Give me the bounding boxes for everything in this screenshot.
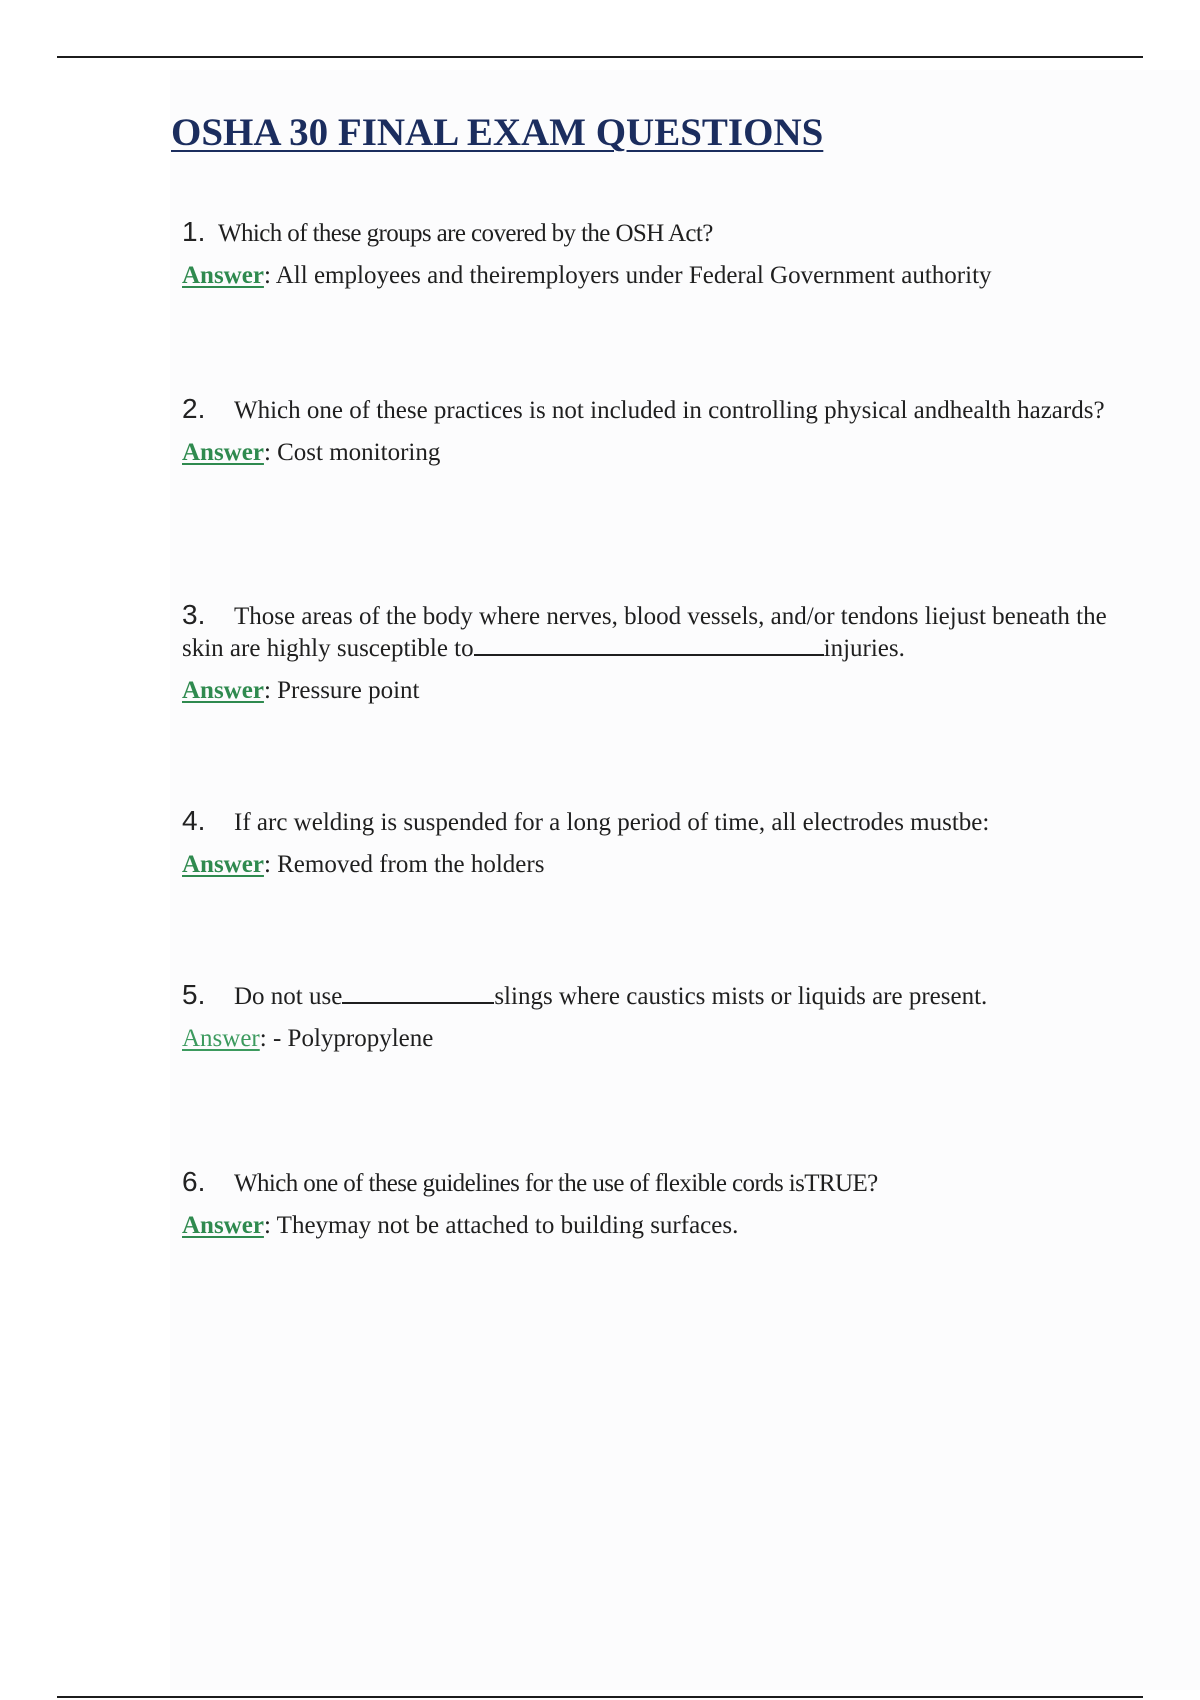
question-5 <box>182 979 1117 1054</box>
question-4-answer: : Removed from the holders <box>263 851 545 878</box>
question-2 <box>182 393 1117 468</box>
footer-rule <box>57 1696 1143 1698</box>
page-background <box>170 70 1200 1690</box>
question-6-answer: : Theymay not be attached to building surfaces. <box>263 1212 739 1239</box>
question-3-text-after: injuries. <box>823 635 905 662</box>
question-6-text-line <box>182 1166 1117 1199</box>
question-6-text: Which one of these guidelines for the use of flexible cords isTRUE? <box>234 1170 878 1197</box>
question-1-number: 1. <box>182 216 206 247</box>
question-3-text-line <box>182 599 1117 664</box>
question-5-answer: : - Polypropylene <box>259 1025 434 1052</box>
question-6-answer-line <box>182 1210 1117 1241</box>
answer-label: Answer <box>182 262 264 289</box>
question-1 <box>182 216 1117 291</box>
question-1-text-line <box>182 216 1117 249</box>
question-2-text-line <box>182 393 1117 426</box>
question-3-answer-line <box>182 675 1117 706</box>
fill-in-blank <box>474 632 824 656</box>
question-1-text: Which of these groups are covered by the OSH Act? <box>218 220 713 247</box>
question-3 <box>182 599 1117 706</box>
fill-in-blank <box>342 980 494 1004</box>
question-3-number: 3. <box>182 599 206 630</box>
question-4-answer-line <box>182 849 1117 880</box>
question-4 <box>182 805 1117 880</box>
answer-label: Answer <box>182 439 264 466</box>
question-3-text-before: Those areas of the body where nerves, blood vessels, and/or tendons liejust beneath the skin are highly susceptible to <box>182 603 1107 662</box>
question-5-text-before: Do not use <box>234 983 343 1010</box>
answer-label: Answer <box>182 851 264 878</box>
answer-label: Answer <box>182 677 264 704</box>
question-6-number: 6. <box>182 1166 206 1197</box>
question-2-text: Which one of these practices is not included in controlling physical andhealth hazards? <box>234 397 1105 424</box>
question-4-number: 4. <box>182 805 206 836</box>
question-6 <box>182 1166 1117 1241</box>
header-rule <box>57 56 1143 58</box>
answer-label: Answer <box>182 1212 264 1239</box>
question-4-text: If arc welding is suspended for a long period of time, all electrodes mustbe: <box>234 809 990 836</box>
question-2-number: 2. <box>182 393 206 424</box>
question-1-answer: : All employees and theiremployers under Federal Government authority <box>263 262 992 289</box>
question-5-answer-line <box>182 1023 1117 1054</box>
question-3-answer: : Pressure point <box>263 677 420 704</box>
answer-label: Answer <box>182 1025 260 1052</box>
question-5-text-after: slings where caustics mists or liquids are present. <box>494 983 988 1010</box>
question-5-number: 5. <box>182 979 206 1010</box>
question-4-text-line <box>182 805 1117 838</box>
question-5-text-line <box>182 979 1117 1012</box>
document-title: OSHA 30 FINAL EXAM QUESTIONS <box>171 111 824 154</box>
question-2-answer-line <box>182 437 1117 468</box>
question-2-answer: : Cost monitoring <box>263 439 441 466</box>
question-1-answer-line <box>182 260 1117 291</box>
